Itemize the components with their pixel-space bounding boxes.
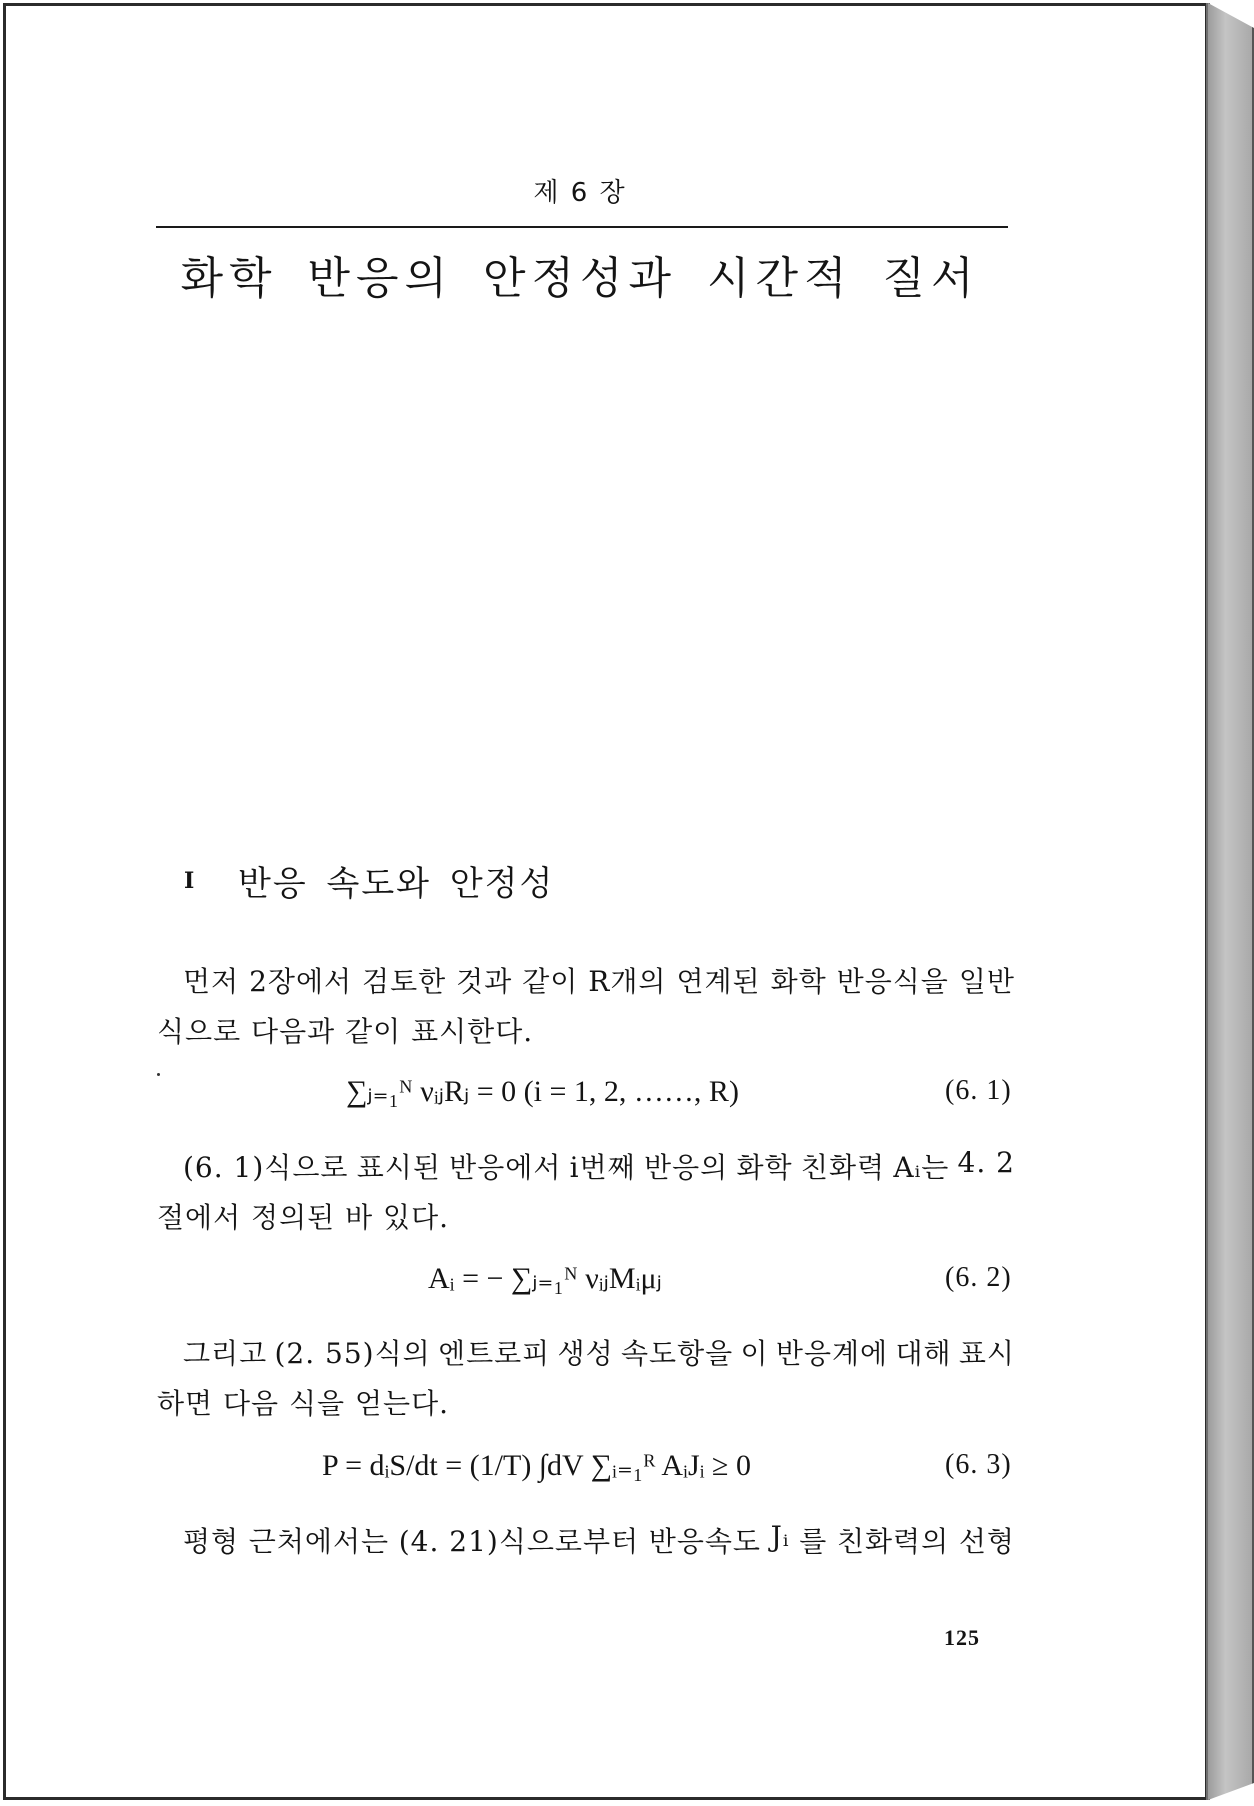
word: (4. 21)식으로부터 xyxy=(398,1525,640,1558)
word: 반응식을 xyxy=(836,965,949,998)
equation-6-1-number: (6. 1) xyxy=(945,1075,1012,1106)
paragraph-3-line-1 xyxy=(183,1332,1015,1372)
word: 4. 2 xyxy=(957,1146,1015,1179)
word: 평형 xyxy=(183,1525,240,1558)
word: 선형 xyxy=(958,1525,1015,1558)
equation-6-1: ∑ⱼ₌₁ᴺ νᵢⱼRⱼ = 0 (i = 1, 2, ……, R) xyxy=(346,1075,739,1108)
paragraph-3-line-2: 하면 다음 식을 얻는다. xyxy=(157,1387,450,1420)
chapter-label: 제 6 장 xyxy=(533,178,627,208)
word: 화학 xyxy=(770,965,827,998)
word: 검토한 xyxy=(362,965,447,998)
word: 반응속도 xyxy=(648,1525,761,1558)
word: 그리고 xyxy=(183,1337,268,1370)
section-number: I xyxy=(184,868,195,894)
word: (6. 1)식으로 xyxy=(183,1151,349,1184)
word: Jᵢ xyxy=(770,1520,790,1553)
word: 화학 xyxy=(736,1151,793,1184)
word: 생성 xyxy=(557,1337,614,1370)
equation-6-2-number: (6. 2) xyxy=(945,1262,1012,1293)
word: i번째 xyxy=(569,1151,636,1184)
chapter-title: 화학 반응의 안정성과 시간적 질서 xyxy=(180,253,980,304)
equation-6-3: P = dᵢS/dt = (1/T) ∫dV ∑ᵢ₌₁ᴿ AᵢJᵢ ≥ 0 xyxy=(322,1449,751,1482)
word: 반응에서 xyxy=(449,1151,562,1184)
word: 근처에서는 xyxy=(248,1525,390,1558)
word: 2장에서 xyxy=(249,965,353,998)
paragraph-2-line-1 xyxy=(183,1146,1015,1186)
word: 표시된 xyxy=(356,1151,441,1184)
page-number: 125 xyxy=(944,1625,980,1650)
page-edge xyxy=(1208,3,1254,1800)
paragraph-1-line-1 xyxy=(183,960,1015,1000)
word: 친화력의 xyxy=(836,1525,950,1558)
word: 표시 xyxy=(958,1337,1015,1370)
word: (2. 55)식의 xyxy=(274,1337,431,1370)
word: 엔트로피 xyxy=(438,1337,551,1370)
word: Aᵢ는 xyxy=(893,1151,950,1184)
word: 반응의 xyxy=(644,1151,729,1184)
word: 것과 xyxy=(456,965,513,998)
word: 반응계에 xyxy=(775,1337,889,1370)
word: R개의 xyxy=(588,965,667,998)
word: 친화력 xyxy=(800,1151,886,1184)
word: 일반 xyxy=(958,965,1015,998)
word: 이 xyxy=(740,1337,769,1370)
word: 같이 xyxy=(522,965,579,998)
chapter-rule xyxy=(156,226,1008,228)
word: 먼저 xyxy=(183,965,240,998)
paragraph-2-line-2: 절에서 정의된 바 있다. xyxy=(157,1201,450,1234)
stray-dot xyxy=(157,1073,160,1076)
word: 연계된 xyxy=(676,965,761,998)
word: 속도항을 xyxy=(620,1337,734,1370)
word: 대해 xyxy=(895,1337,952,1370)
equation-6-2: Aᵢ = − ∑ⱼ₌₁ᴺ νᵢⱼMᵢμⱼ xyxy=(428,1262,662,1295)
equation-6-3-number: (6. 3) xyxy=(945,1449,1012,1480)
paragraph-1-line-2: 식으로 다음과 같이 표시한다. xyxy=(157,1015,534,1048)
section-title: 반응 속도와 안정성 xyxy=(238,864,555,904)
paragraph-4-line-1 xyxy=(183,1520,1015,1560)
word: 를 xyxy=(799,1525,828,1558)
